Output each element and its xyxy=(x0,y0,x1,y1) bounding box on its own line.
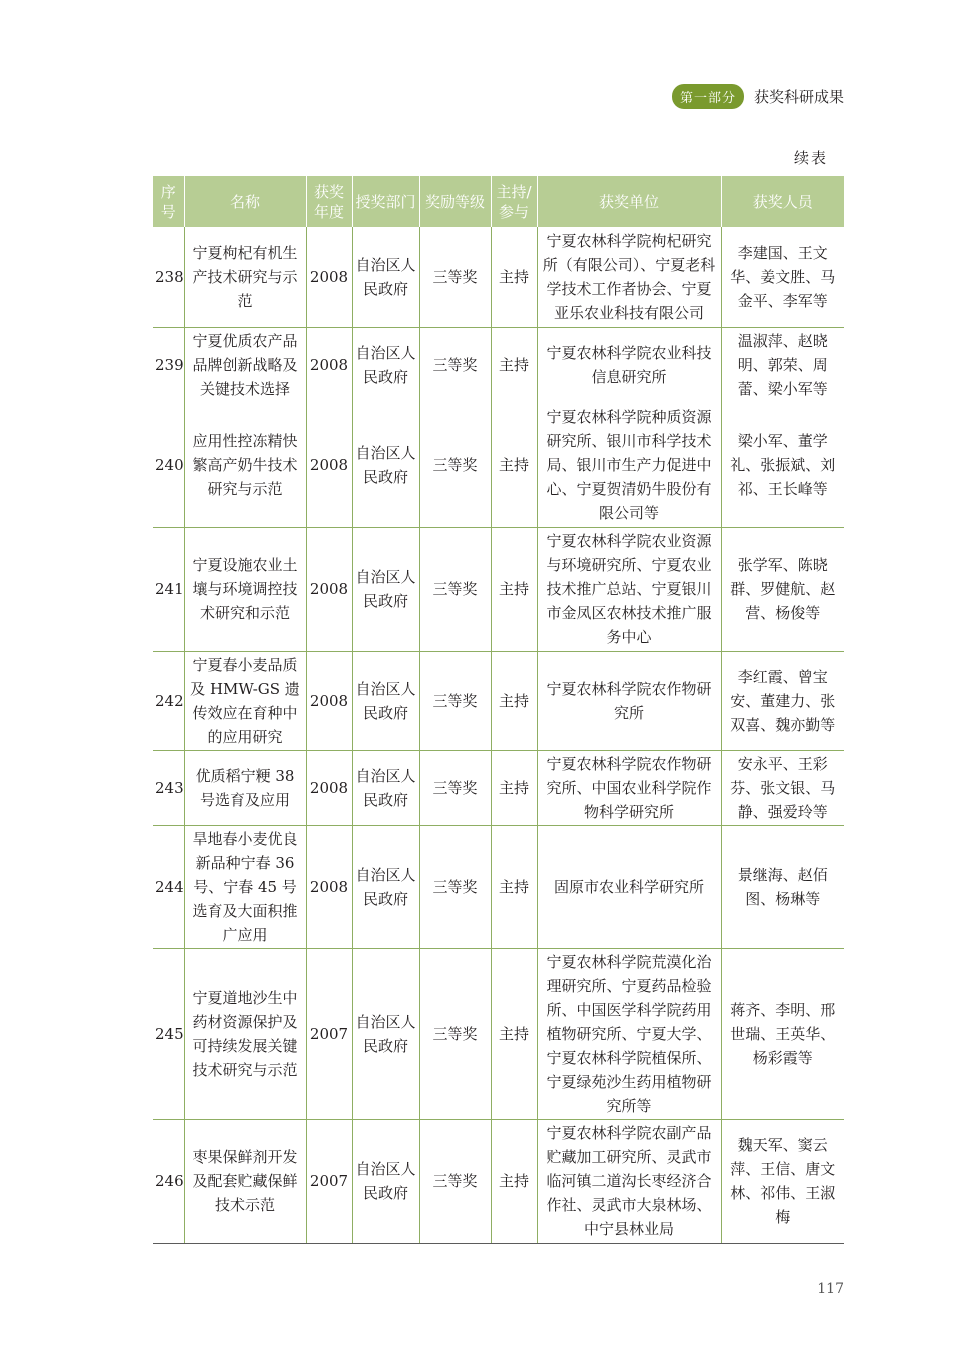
cell-role: 主持 xyxy=(491,651,537,750)
col-header-dept: 授奖部门 xyxy=(352,176,419,227)
cell-level: 三等奖 xyxy=(419,948,491,1119)
cell-year: 2008 xyxy=(306,651,352,750)
col-header-unit: 获奖单位 xyxy=(537,176,721,227)
cell-role: 主持 xyxy=(491,825,537,948)
cell-role: 主持 xyxy=(491,527,537,651)
awards-table xyxy=(153,176,844,1244)
cell-no: 243 xyxy=(153,750,184,825)
table-row xyxy=(153,1119,844,1243)
cell-level: 三等奖 xyxy=(419,403,491,527)
cell-role: 主持 xyxy=(491,227,537,327)
table-header-row xyxy=(153,176,844,227)
cell-level: 三等奖 xyxy=(419,327,491,403)
cell-dept: 自治区人民政府 xyxy=(352,227,419,327)
page-number: 117 xyxy=(817,1281,844,1297)
cell-role: 主持 xyxy=(491,327,537,403)
cell-name: 旱地春小麦优良新品种宁春 36 号、宁春 45 号选育及大面积推广应用 xyxy=(184,825,306,948)
cell-unit: 宁夏农林科学院种质资源研究所、银川市科学技术局、银川市生产力促进中心、宁夏贺清奶牛股份有限公司等 xyxy=(537,403,721,527)
cell-dept: 自治区人民政府 xyxy=(352,527,419,651)
table-row xyxy=(153,527,844,651)
cell-level: 三等奖 xyxy=(419,825,491,948)
cell-no: 245 xyxy=(153,948,184,1119)
table-row xyxy=(153,403,844,527)
cell-unit: 宁夏农林科学院农业科技信息研究所 xyxy=(537,327,721,403)
cell-no: 241 xyxy=(153,527,184,651)
cell-dept: 自治区人民政府 xyxy=(352,651,419,750)
cell-year: 2008 xyxy=(306,327,352,403)
table-row xyxy=(153,327,844,403)
cell-role: 主持 xyxy=(491,948,537,1119)
cell-no: 238 xyxy=(153,227,184,327)
cell-no: 239 xyxy=(155,356,184,375)
cell-unit: 宁夏农林科学院农业资源与环境研究所、宁夏农业技术推广总站、宁夏银川市金凤区农林技术推广服务中心 xyxy=(537,527,721,651)
table-row xyxy=(153,825,844,948)
cell-year: 2007 xyxy=(306,1119,352,1243)
cell-level: 三等奖 xyxy=(419,227,491,327)
cell-no: 242 xyxy=(153,651,184,750)
col-header-role: 主持/参与 xyxy=(491,176,537,227)
table-row xyxy=(153,948,844,1119)
cell-people: 张学军、陈晓群、罗健航、赵营、杨俊等 xyxy=(721,527,844,651)
cell-people: 梁小军、董学礼、张振斌、刘祁、王长峰等 xyxy=(721,403,844,527)
cell-name: 宁夏设施农业土壤与环境调控技术研究和示范 xyxy=(184,527,306,651)
cell-name: 应用性控冻精快繁高产奶牛技术研究与示范 xyxy=(184,403,306,527)
part-badge: 第一部分 xyxy=(672,84,744,109)
cell-unit: 宁夏农林科学院农作物研究所、中国农业科学院作物科学研究所 xyxy=(537,750,721,825)
col-header-level: 奖励等级 xyxy=(419,176,491,227)
col-header-year: 获奖年度 xyxy=(306,176,352,227)
cell-level: 三等奖 xyxy=(419,527,491,651)
cell-name: 宁夏优质农产品品牌创新战略及关键技术选择 xyxy=(184,327,306,403)
cell-people: 温淑萍、赵晓明、郭荣、周蕾、梁小军等 xyxy=(721,327,844,403)
table-row xyxy=(153,750,844,825)
cell-name: 优质稻宁粳 38 号选育及应用 xyxy=(184,750,306,825)
section-title: 获奖科研成果 xyxy=(753,88,844,106)
cell-role: 主持 xyxy=(491,1119,537,1243)
cell-level: 三等奖 xyxy=(419,750,491,825)
cell-dept: 自治区人民政府 xyxy=(352,403,419,527)
cell-dept: 自治区人民政府 xyxy=(352,948,419,1119)
cell-people: 景继海、赵佰图、杨琳等 xyxy=(721,825,844,948)
cell-unit: 宁夏农林科学院农副产品贮藏加工研究所、灵武市临河镇二道沟长枣经济合作社、灵武市大泉林场、中宁县林业局 xyxy=(537,1119,721,1243)
cell-people: 安永平、王彩芬、张文银、马静、强爱玲等 xyxy=(721,750,844,825)
col-header-name: 名称 xyxy=(184,176,306,227)
cell-level: 三等奖 xyxy=(419,1119,491,1243)
cell-name: 宁夏枸杞有机生产技术研究与示范 xyxy=(184,227,306,327)
cell-no: 244 xyxy=(153,825,184,948)
table-row xyxy=(153,651,844,750)
cell-unit: 固原市农业科学研究所 xyxy=(537,825,721,948)
cell-name: 宁夏道地沙生中药材资源保护及可持续发展关键技术研究与示范 xyxy=(184,948,306,1119)
cell-year: 2008 xyxy=(306,750,352,825)
cell-year: 2007 xyxy=(306,948,352,1119)
cell-level: 三等奖 xyxy=(419,651,491,750)
cell-people: 蒋齐、李明、邢世瑞、王英华、杨彩霞等 xyxy=(721,948,844,1119)
cell-people: 李红霞、曾宝安、董建力、张双喜、魏亦勤等 xyxy=(721,651,844,750)
continued-label: 续表 xyxy=(793,149,828,167)
cell-year: 2008 xyxy=(306,527,352,651)
cell-dept: 自治区人民政府 xyxy=(352,327,419,403)
cell-role: 主持 xyxy=(491,403,537,527)
cell-year: 2008 xyxy=(306,403,352,527)
cell-no: 246 xyxy=(153,1119,184,1243)
cell-year: 2008 xyxy=(306,825,352,948)
col-header-people: 获奖人员 xyxy=(721,176,844,227)
table-row xyxy=(153,227,844,327)
cell-year: 2008 xyxy=(306,227,352,327)
cell-unit: 宁夏农林科学院农作物研究所 xyxy=(537,651,721,750)
page-header xyxy=(672,84,844,109)
cell-unit: 宁夏农林科学院荒漠化治理研究所、宁夏药品检验所、中国医学科学院药用植物研究所、宁夏大学、宁夏农林科学院植保所、宁夏绿苑沙生药用植物研究所等 xyxy=(537,948,721,1119)
cell-dept: 自治区人民政府 xyxy=(352,1119,419,1243)
cell-dept: 自治区人民政府 xyxy=(352,750,419,825)
cell-dept: 自治区人民政府 xyxy=(352,825,419,948)
cell-name: 宁夏春小麦品质及 HMW-GS 遗传效应在育种中的应用研究 xyxy=(184,651,306,750)
cell-unit: 宁夏农林科学院枸杞研究所（有限公司）、宁夏老科学技术工作者协会、宁夏亚乐农业科技有限公司 xyxy=(537,227,721,327)
cell-name: 枣果保鲜剂开发及配套贮藏保鲜技术示范 xyxy=(184,1119,306,1243)
cell-people: 魏天军、窦云萍、王信、唐文林、祁伟、王淑梅 xyxy=(721,1119,844,1243)
col-header-no: 序号 xyxy=(153,176,184,227)
cell-people: 李建国、王文华、姜文胜、马金平、李军等 xyxy=(721,227,844,327)
cell-no: 240 xyxy=(153,403,184,527)
cell-role: 主持 xyxy=(491,750,537,825)
